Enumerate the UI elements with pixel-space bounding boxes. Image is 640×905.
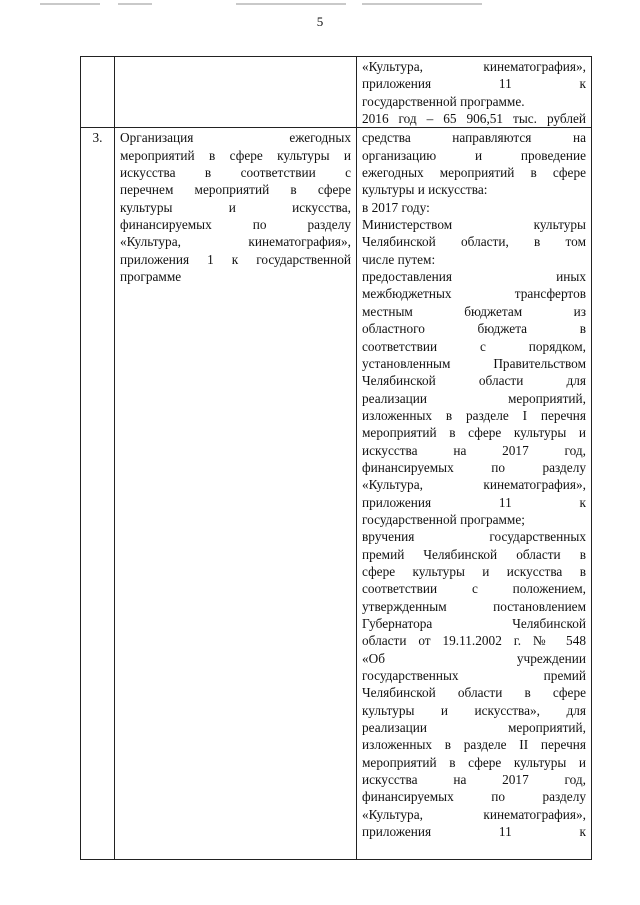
- text-line: перечнем мероприятий в сфере: [120, 182, 351, 198]
- cell-description: [357, 57, 592, 128]
- text-line: государственной программе;: [362, 511, 525, 527]
- text-line: изложенных в разделе I перечня: [362, 407, 586, 423]
- text-line: искусства на 2017 год,: [362, 772, 586, 788]
- text-line: культуры и искусства:: [362, 182, 488, 198]
- scan-artifact: [118, 3, 152, 5]
- text-line: соответствии с положением,: [362, 581, 586, 597]
- text-line: искусства на 2017 год,: [362, 442, 586, 458]
- cell-name: [115, 128, 357, 860]
- text-line: «Культура, кинематография»,: [362, 477, 586, 493]
- text-line: программе: [120, 269, 182, 285]
- text-line: «Культура, кинематография»,: [362, 806, 586, 822]
- text-line: Челябинской области для: [362, 373, 586, 389]
- text-line: в 2017 году:: [362, 199, 430, 215]
- scan-artifact: [236, 3, 346, 5]
- cell-description: [357, 128, 592, 860]
- scan-artifact: [40, 3, 100, 5]
- text-line: государственных премий: [362, 668, 586, 684]
- text-line: вручения государственных: [362, 529, 586, 545]
- text-line: «Об учреждении: [362, 650, 586, 666]
- text-line: средства направляются на: [362, 130, 586, 146]
- text-line: приложения 11 к: [362, 494, 586, 510]
- text-line: Министерством культуры: [362, 217, 586, 233]
- text-line: «Культура, кинематография»,: [120, 234, 351, 250]
- text-line: соответствии с порядком,: [362, 338, 586, 354]
- text-line: реализации мероприятий,: [362, 720, 586, 736]
- table-row-3: [81, 128, 592, 860]
- text-line: «Культура, кинематография»,: [362, 59, 586, 74]
- program-activities-table: [80, 56, 592, 860]
- text-line: приложения 11 к: [362, 824, 586, 840]
- text-line: государственной программе.: [362, 93, 525, 109]
- text-line: сфере культуры и искусства в: [362, 563, 586, 579]
- text-line: Губернатора Челябинской: [362, 616, 586, 631]
- page-number: 5: [316, 14, 324, 29]
- text-line: мероприятий в сфере культуры и: [362, 754, 586, 770]
- text-line: межбюджетных трансфертов: [362, 286, 586, 302]
- text-line: Челябинской области в сфере: [362, 685, 586, 701]
- text-line: области от 19.11.2002 г. № 548: [362, 633, 586, 649]
- text-line: культуры и искусства,: [120, 199, 351, 215]
- text-line: реализации мероприятий,: [362, 390, 586, 406]
- text-line: приложения 1 к государственной: [120, 251, 351, 267]
- table-row-continuation: [81, 57, 592, 128]
- cell-number: 3.: [81, 128, 115, 860]
- text-line: финансируемых по разделу: [362, 459, 586, 475]
- text-line: мероприятий в сфере культуры и: [362, 425, 586, 441]
- text-line: утвержденным постановлением: [362, 598, 586, 614]
- text-line: искусства в соответствии с: [120, 165, 351, 181]
- cell-name: [115, 57, 357, 128]
- text-line: изложенных в разделе II перечня: [362, 737, 586, 753]
- text-line: финансируемых по разделу: [120, 217, 351, 233]
- text-line: предоставления иных: [362, 269, 586, 285]
- text-line: Организация ежегодных: [120, 130, 351, 146]
- text-line: финансируемых по разделу: [362, 789, 586, 805]
- text-line: Челябинской области, в том: [362, 234, 586, 250]
- text-line: организацию и проведение: [362, 147, 586, 163]
- text-line: приложения 11 к: [362, 76, 586, 92]
- text-line: местным бюджетам из: [362, 303, 586, 319]
- text-line: 2016 год – 65 906,51 тыс. рублей: [362, 111, 586, 127]
- text-line: культуры и искусства», для: [362, 702, 586, 718]
- text-line: установленным Правительством: [362, 355, 586, 371]
- text-line: областного бюджета в: [362, 321, 586, 337]
- text-line: числе путем:: [362, 251, 436, 267]
- text-line: ежегодных мероприятий в сфере: [362, 165, 586, 181]
- text-line: мероприятий в сфере культуры и: [120, 147, 351, 163]
- scan-artifact: [362, 3, 482, 5]
- text-line: премий Челябинской области в: [362, 546, 586, 562]
- cell-number: [81, 57, 115, 128]
